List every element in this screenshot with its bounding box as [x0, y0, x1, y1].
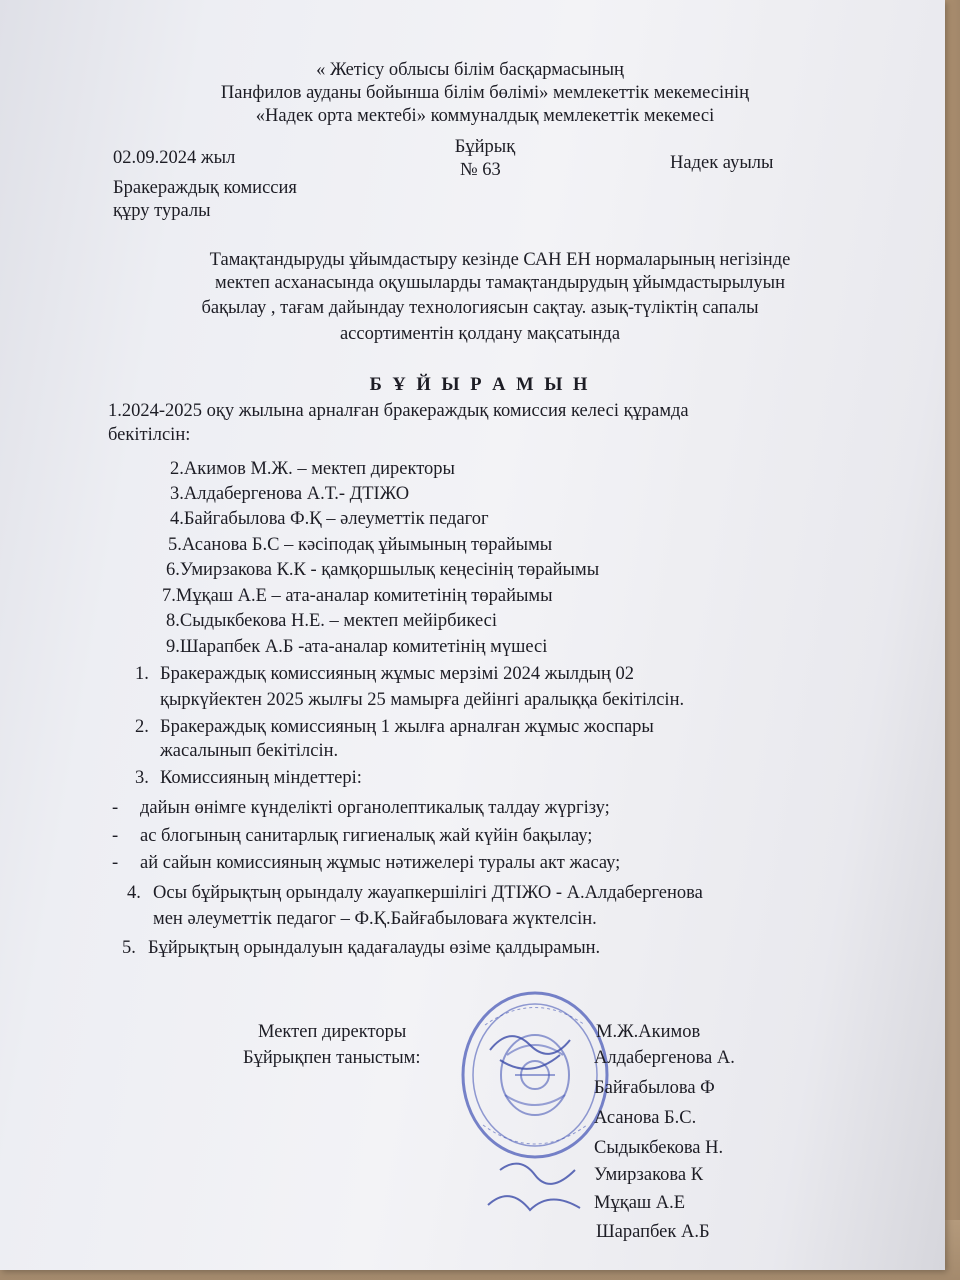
order-title: Бұйрық: [454, 137, 516, 157]
numbered-item-number: 1.: [135, 664, 149, 684]
numbered-item-line: жасалынып бекітілсін.: [160, 741, 339, 761]
order-date: 02.09.2024 жыл: [113, 148, 236, 168]
order-subject-line-1: Бракераждық комиссия: [113, 178, 297, 198]
signatory-name: Алдабергенова А.: [594, 1048, 735, 1068]
numbered-item-number: 2.: [135, 717, 149, 737]
item-1-line-2: бекітілсін:: [108, 425, 191, 445]
member-item: 4.Байгабылова Ф.Қ – әлеуметтік педагог: [170, 509, 489, 529]
acquainted-label: Бұйрықпен таныстым:: [243, 1048, 421, 1068]
member-item: 2.Акимов М.Ж. – мектеп директоры: [170, 459, 455, 479]
signatory-name: Умирзакова К: [594, 1165, 704, 1185]
member-item: 9.Шарапбек А.Б -ата-аналар комитетінің мүшесі: [166, 637, 548, 657]
numbered-item-line: Комиссияның міндеттері:: [160, 768, 362, 788]
duty-dash: -: [112, 853, 119, 873]
order-number: № 63: [460, 160, 501, 180]
order-subject-line-2: құру туралы: [113, 201, 211, 221]
member-item: 5.Асанова Б.С – кәсіподақ ұйымының төрайымы: [168, 535, 553, 555]
header-line-2: Панфилов ауданы бойынша білім бөлімі» мемлекеттік мекемесінің: [220, 83, 750, 103]
member-item: 3.Алдабергенова А.Т.- ДТІЖО: [170, 484, 410, 504]
numbered-item-line: Бракераждық комиссияның жұмыс мерзімі 2024 жылдың 02: [160, 664, 635, 684]
numbered-item-number: 4.: [127, 883, 141, 903]
numbered-item-number: 3.: [135, 768, 149, 788]
signatory-name: Сыдыкбекова Н.: [594, 1138, 724, 1158]
member-item: 6.Умирзакова К.К - қамқоршылық кеңесінің төрайымы: [166, 560, 600, 580]
order-place: Надек ауылы: [670, 153, 774, 173]
handwritten-signatures: [480, 1020, 590, 1220]
preamble-line-3: бақылау , тағам дайындау технологиясын сақтау. азық-түліктің сапалы: [201, 298, 759, 318]
duty-dash: -: [112, 798, 119, 818]
preamble-line-4: ассортиментін қолдану мақсатында: [339, 324, 621, 344]
preamble-line-1: Тамақтандыруды ұйымдастыру кезінде САН ЕН нормаларының негізінде: [209, 250, 791, 270]
numbered-item-number: 5.: [122, 938, 136, 958]
numbered-item-line: Бракераждық комиссияның 1 жылға арналған жұмыс жоспары: [160, 717, 654, 737]
duty-item: ай сайын комиссияның жұмыс нәтижелері туралы акт жасау;: [140, 853, 621, 873]
signatory-name: Мұқаш А.Е: [594, 1193, 686, 1213]
member-item: 8.Сыдыкбекова Н.Е. – мектеп мейірбикесі: [166, 611, 497, 631]
command-heading: Б Ұ Й Ы Р А М Ы Н: [369, 375, 591, 395]
preamble-line-2: мектеп асханасында оқушыларды тамақтандырудың ұйымдастырылуын: [214, 273, 785, 293]
numbered-item-line: қыркүйектен 2025 жылғы 25 мамырға дейінгі аралыққа бекітілсін.: [160, 690, 685, 710]
signatory-name: М.Ж.Акимов: [596, 1022, 701, 1042]
signatory-name: Байғабылова Ф: [594, 1078, 715, 1098]
item-1-line-1: 1.2024-2025 оқу жылына арналған бракераждық комиссия келесі құрамда: [108, 401, 689, 421]
signatory-name: Асанова Б.С.: [594, 1108, 697, 1128]
duty-dash: -: [112, 826, 119, 846]
signatory-name: Шарапбек А.Б: [596, 1222, 710, 1242]
director-label: Мектеп директоры: [258, 1022, 407, 1042]
numbered-item-line: Бұйрықтың орындалуын қадағалауды өзіме қалдырамын.: [148, 938, 601, 958]
numbered-item-line: мен әлеуметтік педагог – Ф.Қ.Байғабыловаға жүктелсін.: [153, 909, 597, 929]
member-item: 7.Мұқаш А.Е – ата-аналар комитетінің төрайымы: [162, 586, 553, 606]
header-line-3: «Надек орта мектебі» коммуналдық мемлекеттік мекемесі: [255, 106, 715, 126]
duty-item: дайын өнімге күнделікті органолептикалық талдау жүргізу;: [140, 798, 610, 818]
header-line-1: « Жетісу облысы білім басқармасының: [316, 60, 624, 80]
numbered-item-line: Осы бұйрықтың орындалу жауапкершілігі ДТІЖО - А.Алдабергенова: [153, 883, 703, 903]
duty-item: ас блогының санитарлық гигиеналық жай күйін бақылау;: [140, 826, 593, 846]
